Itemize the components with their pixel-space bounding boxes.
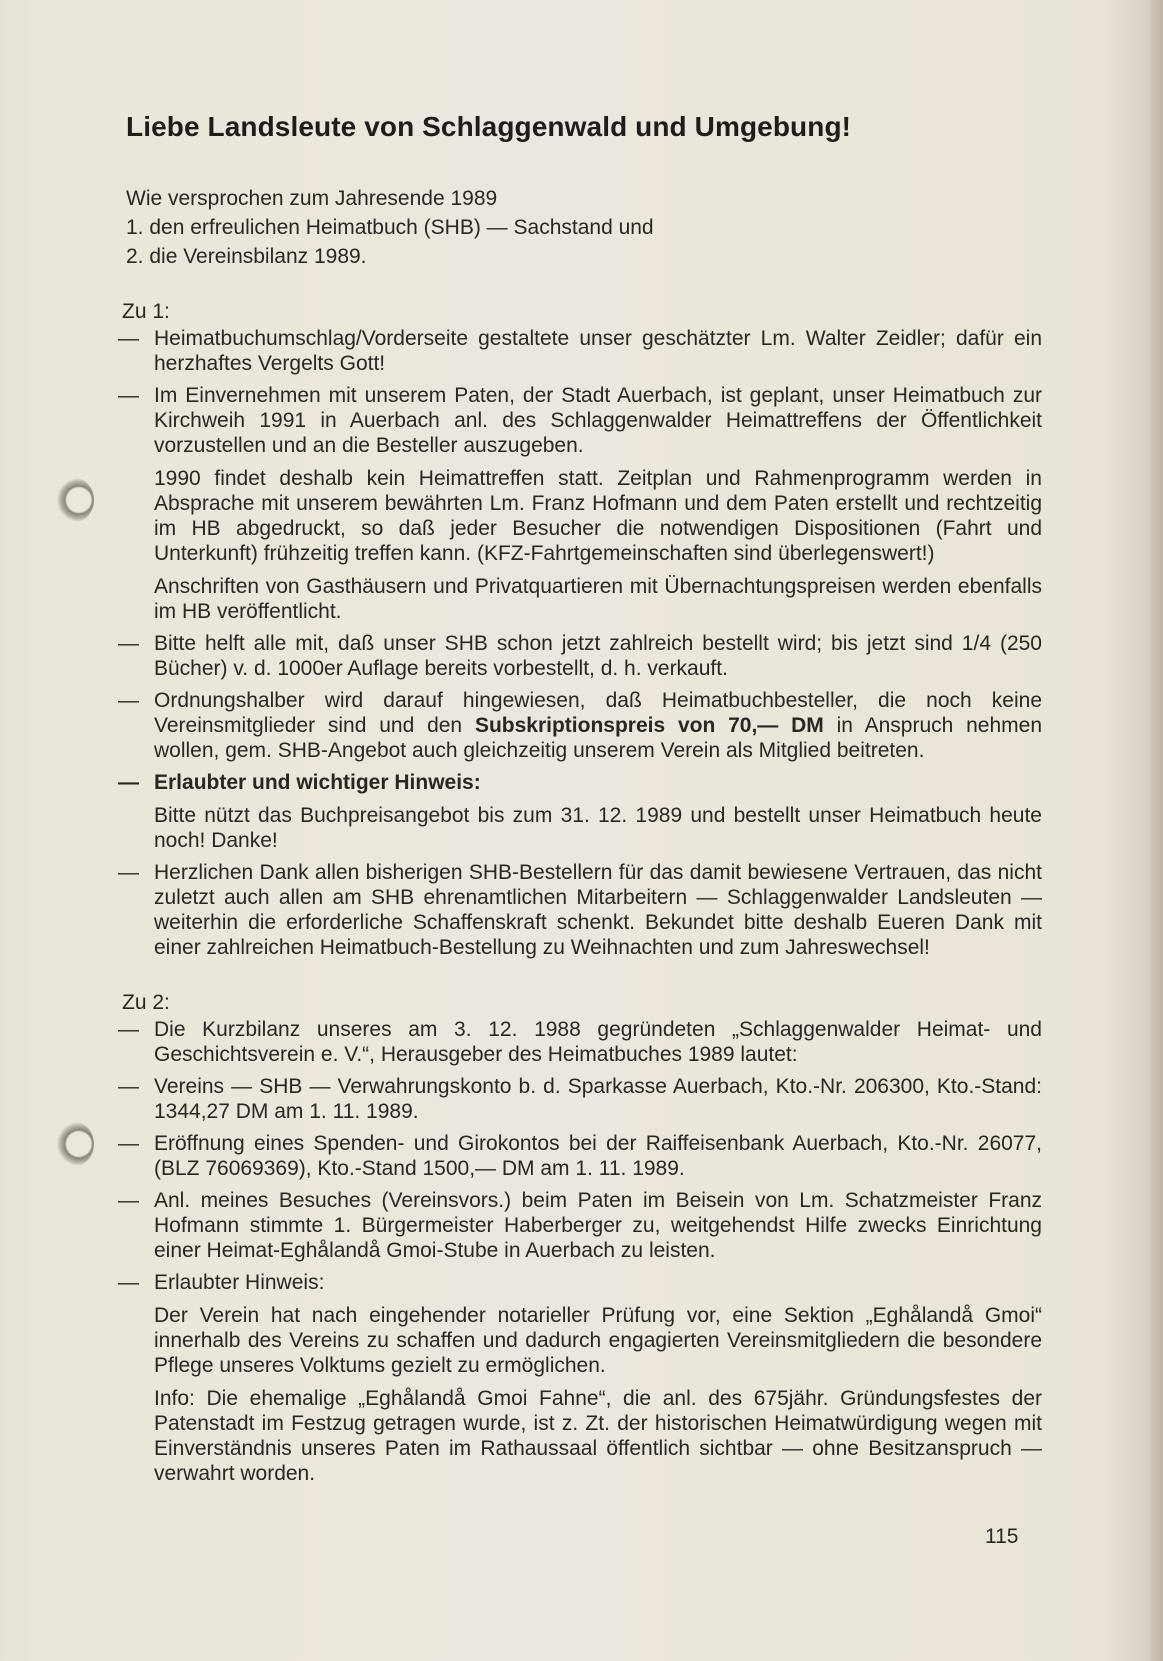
dash-bullet: —: [118, 384, 139, 407]
item-text: Info: Die ehemalige „Eghålandå Gmoi Fahne“, die anl. des 675jähr. Gründungsfestes der Patenstadt im Festzug getragen wurde, ist z. Zt. der historischen Heimatwürdigung wegen mit Einverständnis unseres Paten im Rathaussaal öffentlich sichtbar — ohne Besitzanspruch — verwahrt worden.: [154, 1387, 1042, 1485]
item-text: Herzlichen Dank allen bisherigen SHB-Bestellern für das damit bewiesene Vertrauen, das nicht zuletzt auch allen am SHB ehrenamtlichen Mitarbeitern — Schlaggenwalder Landsleuten — weiterhin die erforderliche Schaffenskraft schenkt. Bekundet bitte deshalb Eueren Dank mit einer zahlreichen Heimatbuch-Bestellung zu Weihnachten und zum Jahreswechsel!: [154, 861, 1042, 959]
list-item: [112, 631, 1042, 681]
list-item: [112, 688, 1042, 763]
intro-line: 2. die Vereinsbilanz 1989.: [126, 245, 367, 268]
list-item: [112, 1017, 1042, 1067]
item-text: 1990 findet deshalb kein Heimattreffen statt. Zeitplan und Rahmenprogramm werden in Absprache mit unserem bewährten Lm. Franz Hofmann und dem Paten erstellt und rechtzeitig im HB abgedruckt, so daß jeder Besucher die notwendigen Dispositionen (Fahrt und Unterkunft) frühzeitig treffen kann. (KFZ-Fahrtgemeinschaften sind überlegenswert!): [154, 467, 1042, 565]
section-heading: Zu 2:: [122, 991, 170, 1014]
intro-block: [112, 186, 1042, 269]
dash-bullet: —: [118, 771, 139, 794]
item-text: Anl. meines Besuches (Vereinsvors.) beim Paten im Beisein von Lm. Schatzmeister Franz Hofmann stimmte 1. Bürgermeister Haberberger zu, weitgehendst Hilfe zwecks Einrichtung einer Heimat-Eghålandå Gmoi-Stube in Auerbach zu leisten.: [154, 1189, 1042, 1262]
item-text: Die Kurzbilanz unseres am 3. 12. 1988 gegründeten „Schlaggenwalder Heimat- und Geschichtsverein e. V.“, Herausgeber des Heimatbuches 1989 lautet:: [154, 1018, 1042, 1066]
item-text: Anschriften von Gasthäusern und Privatquartieren mit Übernachtungspreisen werden ebenfalls im HB veröffentlicht.: [154, 575, 1042, 623]
item-text: Der Verein hat nach eingehender notarieller Prüfung vor, eine Sektion „Eghålandå Gmoi“ innerhalb des Vereins zu schaffen und dadurch engagierten Vereinsmitgliedern die besondere Pflege unseres Volktums gezielt zu ermöglichen.: [154, 1304, 1042, 1377]
list-item: [112, 326, 1042, 376]
dash-bullet: —: [118, 1018, 139, 1041]
list-item: [112, 770, 1042, 853]
dash-bullet: —: [118, 1132, 139, 1155]
notice-heading: Erlaubter Hinweis:: [154, 1271, 325, 1294]
item-text: [154, 688, 1042, 763]
page-content: [112, 110, 1042, 1493]
item-text: Heimatbuchumschlag/Vorderseite gestaltete unser geschätzter Lm. Walter Zeidler; dafür ein herzhaftes Vergelts Gott!: [154, 327, 1042, 375]
binder-hole-mark: [56, 1122, 94, 1166]
dash-bullet: —: [118, 1271, 139, 1294]
list-item: [112, 1074, 1042, 1124]
page-edge: [1150, 0, 1163, 1661]
section-1-list: [112, 326, 1042, 960]
item-text: Bitte helft alle mit, daß unser SHB schon jetzt zahlreich bestellt wird; bis jetzt sind 1/4 (250 Bücher) v. d. 1000er Auflage bereits vorbestellt, d. h. verkauft.: [154, 632, 1042, 680]
dash-bullet: —: [118, 1075, 139, 1098]
page-number: 115: [985, 1525, 1019, 1548]
list-item: [112, 1188, 1042, 1263]
item-text-part: in Anspruch nehmen wollen, gem. SHB-Angebot auch gleichzeitig unserem Verein als Mitglied beitreten.: [154, 714, 1043, 762]
section-2: [112, 990, 1042, 1486]
section-1: [112, 299, 1042, 960]
intro-line: 1. den erfreulichen Heimatbuch (SHB) — Sachstand und: [126, 216, 654, 239]
section-heading: Zu 1:: [122, 300, 170, 323]
item-text: Eröffnung eines Spenden- und Girokontos bei der Raiffeisenbank Auerbach, Kto.-Nr. 26077, (BLZ 76069369), Kto.-Stand 1500,— DM am 1. 11. 1989.: [154, 1132, 1042, 1180]
item-text: Vereins — SHB — Verwahrungskonto b. d. Sparkasse Auerbach, Kto.-Nr. 206300, Kto.-Stand: 1344,27 DM am 1. 11. 1989.: [154, 1075, 1042, 1123]
intro-line: Wie versprochen zum Jahresende 1989: [126, 187, 498, 210]
section-2-list: [112, 1017, 1042, 1486]
binder-hole-mark: [56, 478, 94, 522]
notice-heading: Erlaubter und wichtiger Hinweis:: [154, 771, 481, 794]
dash-bullet: —: [118, 632, 139, 655]
subscription-price: Subskriptionspreis von 70,— DM: [474, 714, 824, 737]
dash-bullet: —: [118, 689, 139, 712]
dash-bullet: —: [118, 1189, 139, 1212]
page-title: Liebe Landsleute von Schlaggenwald und Umgebung!: [126, 111, 852, 142]
list-item: [112, 1131, 1042, 1181]
dash-bullet: —: [118, 861, 139, 884]
item-text: Bitte nützt das Buchpreisangebot bis zum 31. 12. 1989 und bestellt unser Heimatbuch heute noch! Danke!: [154, 804, 1042, 852]
dash-bullet: —: [118, 327, 139, 350]
list-item: [112, 383, 1042, 624]
item-text: Im Einvernehmen mit unserem Paten, der Stadt Auerbach, ist geplant, unser Heimatbuch zur Kirchweih 1991 in Auerbach anl. des Schlaggenwalder Heimattreffens der Öffentlichkeit vorzustellen und an die Besteller auszugeben.: [154, 384, 1042, 457]
list-item: [112, 1270, 1042, 1486]
item-text-part: Ordnungshalber wird darauf hingewiesen, daß Heimatbuchbesteller, die noch keine Vereinsmitglieder sind und den: [154, 689, 1042, 737]
list-item: [112, 860, 1042, 960]
